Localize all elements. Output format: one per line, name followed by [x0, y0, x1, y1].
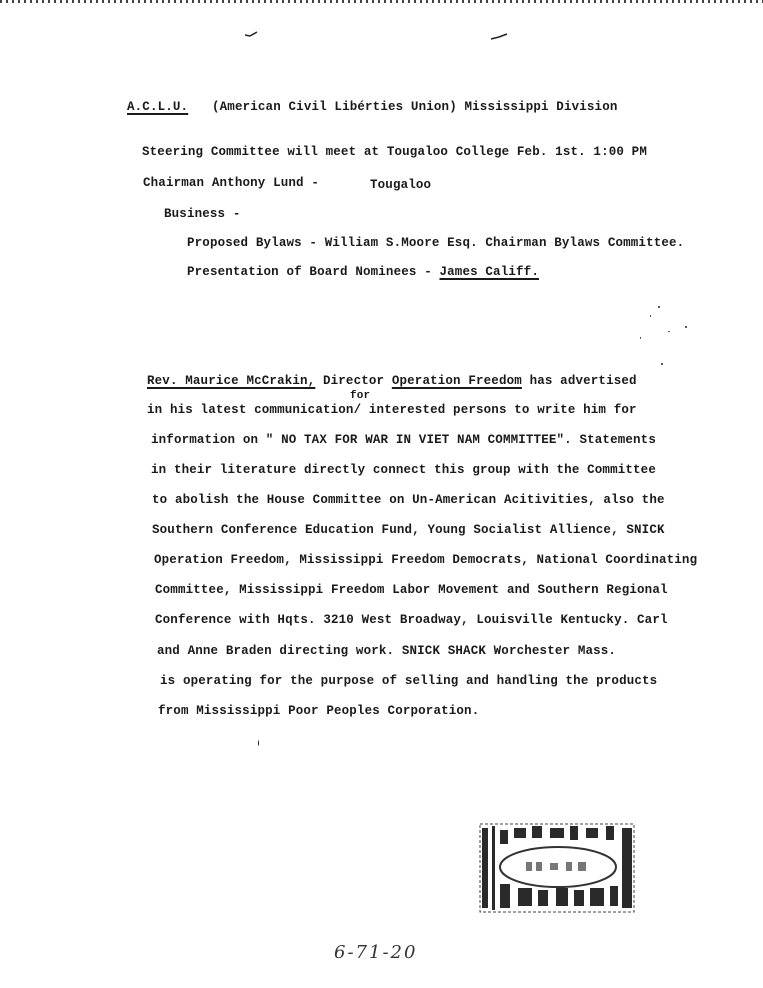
text-director: Director	[315, 374, 392, 388]
chairman-place: Tougaloo	[370, 178, 432, 192]
org-full-name: (American Civil Libérties Union) Mississippi Division	[212, 100, 618, 114]
body-line-9: Conference with Hqts. 3210 West Broadway, Louisville Kentucky. Carl	[155, 613, 668, 627]
body-line-1	[147, 373, 637, 389]
handwritten-number: 6-71-20	[334, 942, 418, 963]
body-line-2: in his latest communication/ interested persons to write him for	[147, 403, 637, 417]
scan-edge-dots	[0, 0, 763, 3]
body-line-11: is operating for the purpose of selling and handling the products	[160, 674, 658, 688]
scan-mark-top-right	[490, 32, 508, 42]
business-heading: Business -	[164, 207, 241, 221]
text-advertised: has advertised	[521, 374, 637, 388]
speck	[650, 315, 651, 317]
speck	[658, 306, 660, 308]
speck	[661, 363, 663, 365]
body-line-12: from Mississippi Poor Peoples Corporation.	[158, 704, 480, 718]
speck	[640, 337, 641, 339]
chairman-label: Chairman Anthony Lund -	[143, 176, 319, 190]
body-line-3: information on " NO TAX FOR WAR IN VIET NAM COMMITTEE". Statements	[151, 433, 656, 447]
body-line-10: and Anne Braden directing work. SNICK SHACK Worchester Mass.	[157, 644, 617, 658]
body-line-7: Operation Freedom, Mississippi Freedom Democrats, National Coordinating	[154, 553, 698, 567]
body-line-8: Committee, Mississippi Freedom Labor Movement and Southern Regional	[155, 583, 668, 597]
org-operation-freedom: Operation Freedom	[391, 374, 522, 388]
body-line-6: Southern Conference Education Fund, Young Socialist Allience, SNICK	[152, 523, 665, 537]
body-line-4: in their literature directly connect this group with the Committee	[151, 463, 656, 477]
org-acronym: A.C.L.U.	[127, 100, 189, 114]
received-stamp	[478, 822, 636, 914]
scan-mark-top-left	[244, 30, 258, 38]
speck	[258, 740, 259, 746]
insert-for: for	[350, 390, 371, 402]
business-item-bylaws: Proposed Bylaws - William S.Moore Esq. Chairman Bylaws Committee.	[187, 236, 685, 250]
nominee-name: James Califf.	[439, 265, 539, 279]
body-line-5: to abolish the House Committee on Un-American Acitivities, also the	[152, 493, 665, 507]
meeting-line: Steering Committee will meet at Tougaloo College Feb. 1st. 1:00 PM	[142, 145, 647, 159]
speck	[685, 326, 687, 328]
person-name: Rev. Maurice McCrakin,	[147, 374, 316, 388]
business-item-nominees	[187, 264, 539, 280]
speck	[668, 331, 670, 332]
nominees-label: Presentation of Board Nominees -	[187, 265, 432, 279]
